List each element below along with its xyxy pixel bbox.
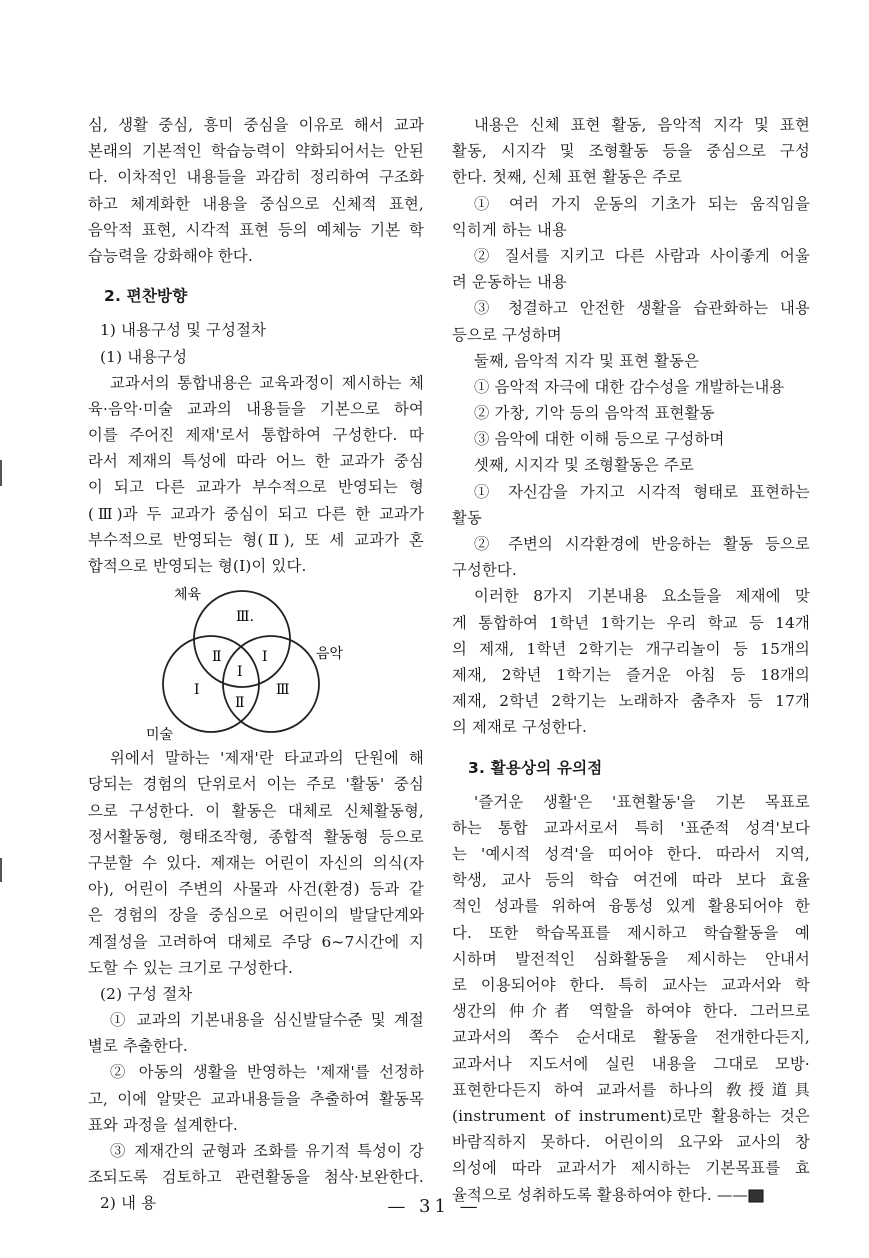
venn-region-center: Ⅰ <box>237 664 243 681</box>
intro-line: 습능력을 강화해야 한다. <box>88 246 253 265</box>
integration-paragraph <box>452 583 810 740</box>
para5-line: 교과서나 지도서에 실린 내용을 그대로 모방· <box>452 1054 810 1073</box>
para2-line: 정서활동형, 형태조작형, 종합적 활동형 등으로 <box>88 827 424 846</box>
para5-line: 표현한다든지 하여 교과서를 하나의 敎授道具 <box>452 1080 810 1099</box>
para1-line: 이를 주어진 제재'로서 통합하여 구성한다. 따 <box>88 426 424 445</box>
para2-line: 당되는 경험의 단위로서 이는 주로 '활동' 중심 <box>88 775 424 794</box>
para5-line: 학생, 교사 등의 학습 여건에 따라 보다 효율 <box>452 871 810 890</box>
para4-line: 게 통합하여 1학년 1학기는 우리 학교 등 14개 <box>452 613 810 632</box>
venn-region-left: Ⅰ <box>194 682 200 699</box>
para5-line: 바람직하지 못하다. 어린이의 요구와 교사의 창 <box>452 1133 810 1152</box>
para2-line: 은 경험의 장을 중심으로 어린이의 발달단계와 <box>88 906 424 925</box>
list2-line: 둘째, 음악적 지각 및 표현 활동은 <box>474 351 700 370</box>
para5-line: 율적으로 성취하도록 활용하여야 한다. —— <box>452 1182 810 1208</box>
venn-region-top: Ⅲ. <box>236 609 254 626</box>
list3-line: 구성한다. <box>452 561 517 580</box>
para5-line: 는 '예시적 성격'을 띠어야 한다. 따라서 지역, <box>452 845 810 864</box>
list2-line: ① 음악적 자극에 대한 감수성을 개발하는내용 <box>474 377 785 396</box>
para4-line: 제재, 2학년 2학기는 노래하자 춤추자 등 17개 <box>452 692 810 711</box>
para5-line: 다. 또한 학습목표를 제시하고 학습활동을 예 <box>452 923 810 942</box>
para2-line: 구분할 수 있다. 제재는 어린이 자신의 의식(자 <box>88 853 424 872</box>
para4-line: 제재, 2학년 1학기는 즐거운 아침 등 18개의 <box>452 665 810 684</box>
venn-label-art: 미술 <box>146 727 174 742</box>
para2-line: 으로 구성한다. 이 활동은 대체로 신체활동형, <box>88 801 424 820</box>
list1-line: 등으로 구성하며 <box>452 325 562 344</box>
right-column <box>452 112 810 1208</box>
para5-line: 하는 통합 교과서로서 특히 '표준적 성격'보다 <box>452 818 810 837</box>
physical-activity-list <box>452 191 810 348</box>
procedure-line: ③ 제재간의 균형과 조화를 유기적 특성이 강 <box>110 1142 424 1160</box>
venn-region-right: Ⅲ <box>276 682 290 699</box>
visual-activity-list <box>452 452 810 583</box>
para4-line: 의 제재로 구성한다. <box>452 718 588 737</box>
sub1a-heading: (1) 내용구성 <box>100 347 188 366</box>
list1-line: 려 운동하는 내용 <box>452 273 567 292</box>
procedure-line: ① 교과의 기본내용을 심신발달수준 및 계절 <box>110 1011 424 1030</box>
left-column <box>88 112 424 1217</box>
procedure-line: ② 아동의 생활을 반영하는 '제재'를 선정하 <box>110 1063 424 1082</box>
procedure-list <box>88 1007 424 1190</box>
section2-heading: 2. 편찬방향 <box>104 287 188 306</box>
content-paragraph <box>452 112 810 191</box>
para1-line: (Ⅲ)과 두 교과가 중심이 되고 다른 한 교과가 <box>88 504 424 523</box>
left-margin-mark-bottom <box>0 858 2 882</box>
para1-line: 이 되고 다른 교과가 부수적으로 반영되는 형 <box>88 478 424 497</box>
venn-region-top-left: Ⅱ <box>212 649 222 666</box>
venn-circle-art <box>163 636 259 732</box>
venn-label-music: 음악 <box>316 646 344 663</box>
left-margin-mark-top <box>0 460 2 486</box>
para1-line: 교과서의 통합내용은 교육과정이 제시하는 체 <box>110 373 424 392</box>
procedure-line: 표와 과정을 설계한다. <box>88 1115 238 1134</box>
intro-line: 음악적 표현, 시각적 표현 등의 예체능 기본 학 <box>88 220 424 239</box>
section3-heading: 3. 활용상의 유의점 <box>468 758 603 777</box>
para5-line: 로 이용되어야 한다. 특히 교사는 교과서와 학 <box>452 976 810 994</box>
venn-region-top-right: Ⅰ <box>262 649 268 666</box>
intro-line: 하고 체계화한 내용을 중심으로 신체적 표현, <box>88 194 424 213</box>
para1-line: 육·음악·미술 교과의 내용들을 기본으로 하여 <box>88 399 424 418</box>
sub1-heading: 1) 내용구성 및 구성절차 <box>100 321 267 340</box>
para2-line: 위에서 말하는 '제재'란 타교과의 단원에 해 <box>110 749 424 768</box>
sub1b-heading: (2) 구성 절차 <box>100 984 193 1003</box>
para3-line: 한다. 첫째, 신체 표현 활동은 주로 <box>452 168 683 187</box>
para5-line: 적인 성과를 위하여 융통성 있게 활용되어야 한 <box>452 897 810 916</box>
para5-line: '즐거운 생활'은 '표현활동'을 기본 목표로 <box>474 792 810 811</box>
composition-paragraph <box>88 370 424 580</box>
list2-line: ② 가창, 기악 등의 음악적 표현활동 <box>474 404 715 423</box>
para2-line: 아), 어린이 주변의 사물과 사건(환경) 등과 같 <box>88 880 424 899</box>
para1-line: 라서 제재의 특성에 따라 어느 한 교과가 중심 <box>88 452 424 471</box>
list1-line: 익히게 하는 내용 <box>452 220 567 239</box>
venn-diagram <box>88 581 424 741</box>
para5-line: 교과서의 쪽수 순서대로 활동을 전개한다든지, <box>452 1028 810 1047</box>
para4-line: 이러한 8가지 기본내용 요소들을 제재에 맞 <box>474 587 810 606</box>
intro-line: 심, 생활 중심, 흥미 중심을 이유로 해서 교과 <box>88 116 424 134</box>
list3-line: ② 주변의 시각환경에 반응하는 활동 등으로 <box>474 535 810 553</box>
sub2-heading: 2) 내 용 <box>100 1194 157 1213</box>
list2-line: ③ 음악에 대한 이해 등으로 구성하며 <box>474 430 725 449</box>
intro-paragraph <box>88 112 424 269</box>
para4-line: 의 제재, 1학년 2학기는 개구리놀이 등 15개의 <box>452 639 810 658</box>
procedure-line: 고, 이에 알맞은 교과내용들을 추출하여 활동목 <box>88 1089 424 1108</box>
para3-line: 활동, 시지각 및 조형활동 등을 중심으로 구성 <box>452 142 810 161</box>
usage-paragraph <box>452 789 810 1208</box>
para1-line: 합적으로 반영되는 형(Ⅰ)이 있다. <box>88 557 307 575</box>
para2-line: 계절성을 고려하여 대체로 주당 6~7시간에 지 <box>88 932 424 951</box>
venn-region-bottom: Ⅱ <box>235 695 245 712</box>
list3-line: 활동 <box>452 508 482 527</box>
para1-line: 부수적으로 반영되는 형(Ⅱ), 또 세 교과가 혼 <box>88 530 424 549</box>
page-number: — 31 — <box>387 1196 482 1217</box>
procedure-line: 별로 추출한다. <box>88 1037 188 1056</box>
list1-line: ① 여러 가지 운동의 기초가 되는 움직임을 <box>474 194 810 213</box>
para5-line: 시하며 발전적인 심화활동을 제시하는 안내서 <box>452 949 810 968</box>
intro-line: 본래의 기본적인 학습능력이 약화되어서는 안된 <box>88 142 424 161</box>
para3-line: 내용은 신체 표현 활동, 음악적 지각 및 표현 <box>474 116 810 134</box>
list1-line: ③ 청결하고 안전한 생활을 습관화하는 내용 <box>474 299 810 318</box>
theme-paragraph <box>88 745 424 981</box>
para2-line: 도할 수 있는 크기로 구성한다. <box>88 958 294 977</box>
para5-line: 의성에 따라 교과서가 제시하는 기본목표를 효 <box>452 1159 810 1178</box>
list3-line: ① 자신감을 가지고 시각적 형태로 표현하는 <box>474 482 810 501</box>
list3-line: 셋째, 시지각 및 조형활동은 주로 <box>474 456 695 475</box>
venn-circle-music <box>223 636 319 732</box>
intro-line: 다. 이차적인 내용들을 과감히 정리하여 구조화 <box>88 168 424 187</box>
procedure-line: 조되도록 검토하고 관련활동을 첨삭·보완한다. <box>88 1168 424 1187</box>
para5-line: 생간의 仲介者 역할을 하여야 한다. 그러므로 <box>452 1002 810 1021</box>
venn-label-pe: 체육 <box>174 587 202 604</box>
list1-line: ② 질서를 지키고 다른 사람과 사이좋게 어울 <box>474 246 810 265</box>
para5-line: (instrument of instrument)로만 활용하는 것은 <box>452 1106 810 1125</box>
music-activity-list <box>452 348 810 453</box>
